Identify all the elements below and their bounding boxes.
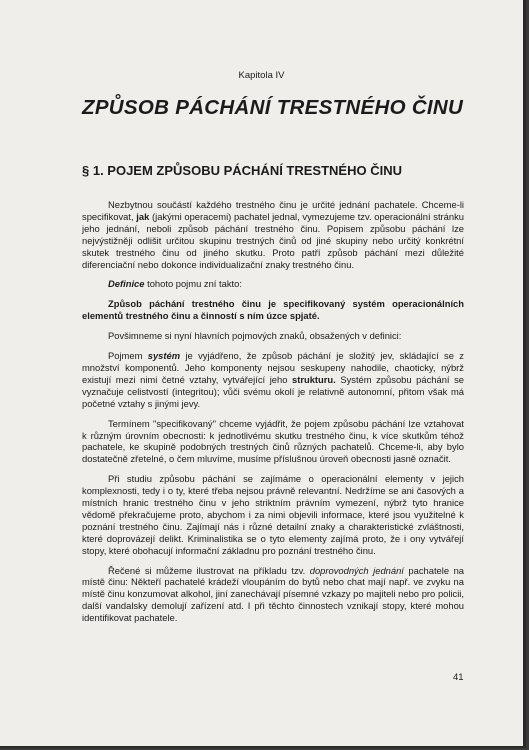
paragraph-5-text-c: je vyjádřeno, že způsob páchání je složitý jev, skládající se z množství komponentů. Jeho komponenty nejsou seskupeny nahodile, chaoticky, nýbrž existují mezi nimi četné vztahy, vytvářející jeho [82, 350, 464, 385]
paragraph-5-text-a: Pojmem [108, 350, 148, 362]
paragraph-5-text-e: Systém způsobu páchání se vyznačuje celistvostí (integritou); vůči svému okolí je relativně autonomní, přitom však má početné vztahy s jinými jevy. [82, 373, 464, 409]
paragraph-7: Při studiu způsobu páchání se zajímáme o operacionální elementy v jejich komplexnosti, tedy i o ty, které třeba nejsou právně relevantní. Nedržíme se ani časových a místních hranic trestného činu v jeho striktním právním vymezení, nýbrž tyto hranice vědomě překračujeme proto, abychom i za nimi objevili informace, které jsou využitelné k poznání trestného činu. Zajímají nás i různé detailní znaky a charakteristické zvláštnosti, které doprovázejí delikt. Kriminalistika se o tyto elementy zajímá proto, že i ony vytvářejí stopy, které obohacují informační základnu pro poznání trestného činu. [82, 473, 464, 556]
definition-intro-text: tohoto pojmu zní takto: [144, 278, 242, 290]
paragraph-8 [82, 565, 464, 625]
paragraph-8-text-c: pachatele na místě činu: Někteří pachatelé krádeží vloupáním do bytů nebo chat mají např. ve zvyku na místě činu konzumovat alkohol, jiní zanechávají písemné vzkazy po majiteli nebo pro policii, další vandalsky demolují zařízení atd. I při těchto činnostech vznikají stopy, které mohou identifikovat pachatele. [82, 564, 464, 624]
paragraph-1-text-c: (jakými operacemi) pachatel jednal, vymezujeme tzv. operacionální stránku jeho jednání, neboli způsob páchání trestného činu. Popisem způsobu páchání lze nejvýstižněji odlišit určitou skupinu trestných činů od jiné skupiny nebo určitý konkrétní skutek trestného činu od jiného skutku. Proto patří způsob páchání mezi důležité diferenciační nebo dokonce individualizační znaky trestného činu. [82, 210, 464, 270]
paragraph-definition-intro [82, 278, 464, 290]
term-doprovodnych-jednani: doprovodných jednání [309, 564, 404, 576]
paragraph-1 [82, 199, 464, 270]
section-heading: § 1. POJEM ZPŮSOBU PÁCHÁNÍ TRESTNÉHO ČINU [82, 163, 402, 178]
definition-text: Způsob páchání trestného činu je specifikovaný systém operacionálních elementů trestného činu a činností s ním úzce spjaté. [82, 298, 464, 322]
term-struktura: strukturu. [291, 373, 336, 385]
term-system: systém [147, 350, 181, 362]
paragraph-4: Povšimneme si nyní hlavních pojmových znaků, obsažených v definici: [108, 330, 402, 342]
paragraph-8-text-a: Řečené si můžeme ilustrovat na příkladu tzv. [108, 564, 310, 576]
chapter-label: Kapitola IV [238, 70, 285, 81]
paragraph-5 [82, 350, 464, 410]
chapter-title: ZPŮSOB PÁCHÁNÍ TRESTNÉHO ČINU [82, 96, 464, 119]
paragraph-6: Termínem "specifikovaný" chceme vyjádřit, že pojem způsobu páchání lze vztahovat k různým úrovním obecnosti: k jednotlivému skutku trestného činu, k více skutkům téhož pachatele, ke skupině podobných trestných činů různých pachatelů. Chceme-li, aby bylo dostatečně zřetelné, o čem mluvíme, musíme příslušnou úroveň obecnosti jasně označit. [82, 417, 464, 465]
definition-label: Definice [108, 278, 145, 290]
paragraph-1-bold-jak: jak [136, 210, 150, 222]
body-text [82, 199, 464, 624]
paragraph-1-text-a: Nezbytnou součástí každého trestného činu je určité jednání pachatele. Chceme-li specifikovat, [82, 199, 464, 222]
page-number: 41 [453, 672, 464, 683]
